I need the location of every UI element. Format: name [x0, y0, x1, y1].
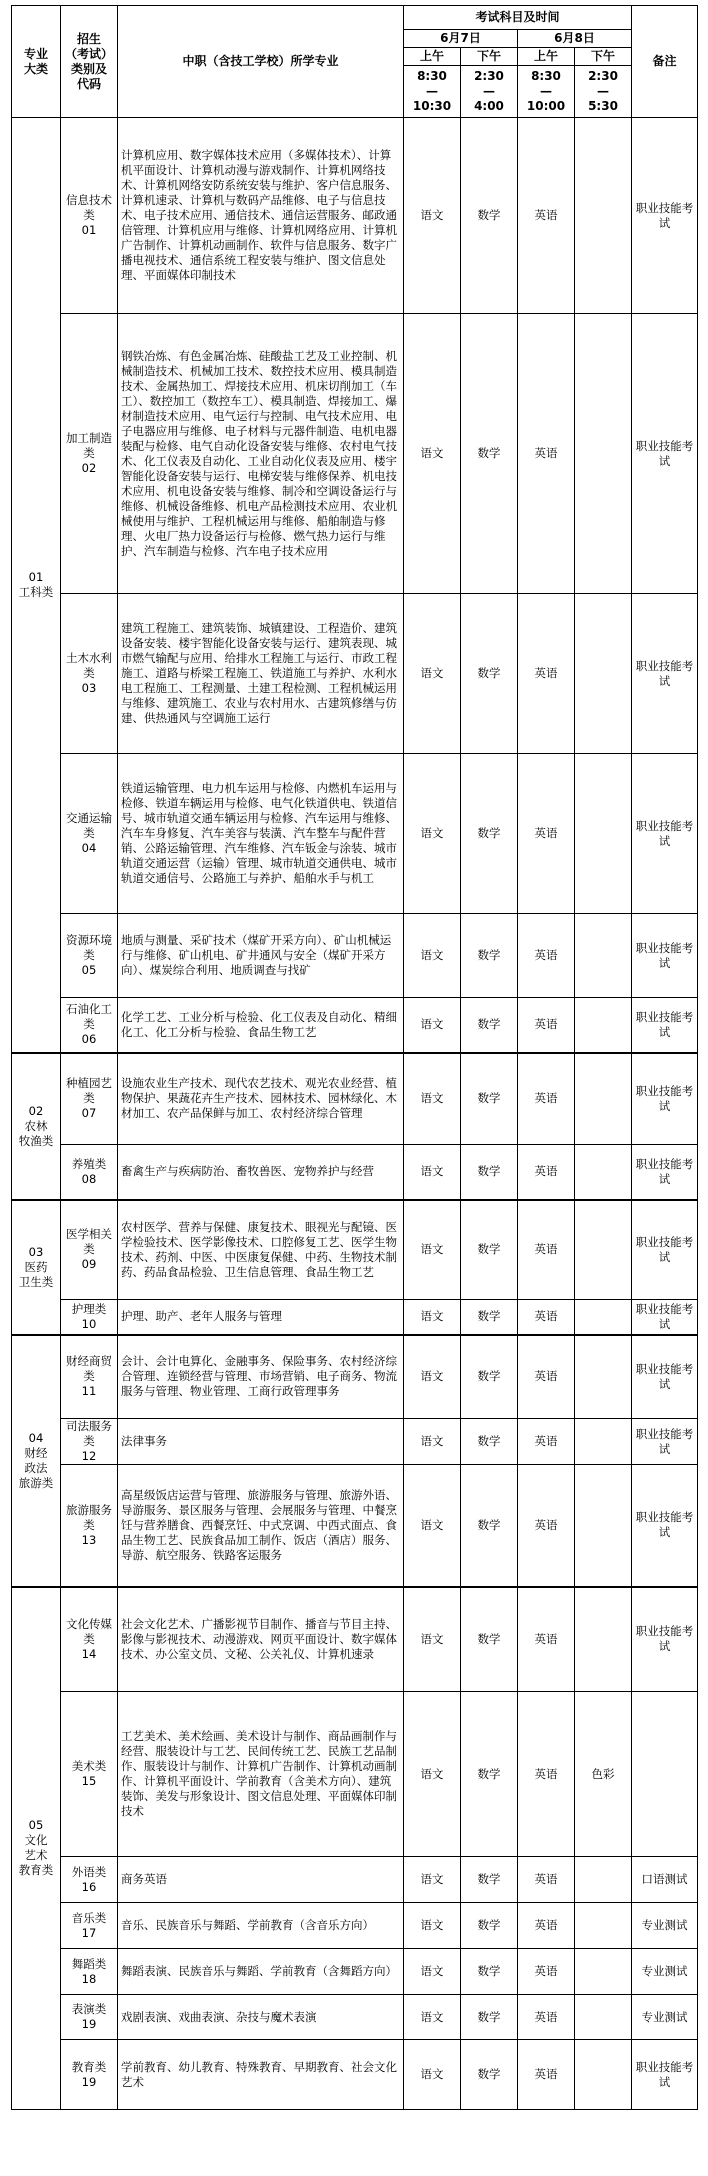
majors-cell: 高星级饭店运营与管理、旅游服务与管理、旅游外语、导游服务、景区服务与管理、会展服务与管理、中餐烹饪与营养膳食、西餐烹饪、中式烹调、中西式面点、食品生物工艺、民族食品加工制作、饭店（酒店）服务、导游、航空服务、铁路客运服务 — [118, 1465, 404, 1587]
subject-math-cell: 数学 — [461, 998, 518, 1053]
category-cell: 表演类 19 — [61, 1995, 118, 2040]
table-row — [12, 1335, 698, 1419]
subject-chinese-cell: 语文 — [404, 118, 461, 314]
subject-english-cell: 英语 — [518, 1335, 575, 1419]
subject-english-cell: 英语 — [518, 1995, 575, 2040]
remark-cell: 职业技能考试 — [632, 1300, 698, 1335]
major-group-cell: 01 工科类 — [12, 118, 61, 1053]
category-cell: 资源环境类 05 — [61, 914, 118, 998]
subject-math-cell: 数学 — [461, 314, 518, 594]
subject-chinese-cell: 语文 — [404, 594, 461, 754]
majors-cell: 设施农业生产技术、现代农艺技术、观光农业经营、植物保护、果蔬花卉生产技术、园林技术、园林绿化、木材加工、农产品保鲜与加工、农村经济综合管理 — [118, 1053, 404, 1145]
subject-english-cell: 英语 — [518, 998, 575, 1053]
subject-math-cell: 数学 — [461, 2040, 518, 2110]
table-row — [12, 754, 698, 914]
category-cell: 舞蹈类 18 — [61, 1949, 118, 1995]
subject-extra-cell — [575, 754, 632, 914]
subject-math-cell: 数学 — [461, 1692, 518, 1857]
category-cell: 财经商贸类 11 — [61, 1335, 118, 1419]
header-category: 招生 （考试） 类别及 代码 — [61, 6, 118, 118]
table-row — [12, 1465, 698, 1587]
subject-chinese-cell: 语文 — [404, 1857, 461, 1903]
subject-math-cell: 数学 — [461, 914, 518, 998]
table-row — [12, 998, 698, 1053]
subject-extra-cell — [575, 998, 632, 1053]
header-time-3: 8:30 — 10:00 — [518, 66, 575, 118]
subject-math-cell: 数学 — [461, 754, 518, 914]
table-row — [12, 1995, 698, 2040]
header-pm-1: 下午 — [461, 48, 518, 66]
major-group-cell: 03 医药 卫生类 — [12, 1200, 61, 1335]
header-pm-2: 下午 — [575, 48, 632, 66]
subject-english-cell: 英语 — [518, 314, 575, 594]
subject-extra-cell: 色彩 — [575, 1692, 632, 1857]
table-row — [12, 1200, 698, 1300]
category-cell: 音乐类 17 — [61, 1903, 118, 1949]
category-cell: 司法服务类 12 — [61, 1419, 118, 1465]
remark-cell: 职业技能考试 — [632, 914, 698, 998]
subject-math-cell: 数学 — [461, 1949, 518, 1995]
remark-cell: 专业测试 — [632, 1949, 698, 1995]
subject-chinese-cell: 语文 — [404, 1903, 461, 1949]
category-cell: 信息技术类 01 — [61, 118, 118, 314]
subject-chinese-cell: 语文 — [404, 1335, 461, 1419]
majors-cell: 戏剧表演、戏曲表演、杂技与魔术表演 — [118, 1995, 404, 2040]
subject-math-cell: 数学 — [461, 1053, 518, 1145]
table-row — [12, 314, 698, 594]
subject-english-cell: 英语 — [518, 1587, 575, 1692]
header-day2: 6月8日 — [518, 30, 632, 48]
subject-english-cell: 英语 — [518, 2040, 575, 2110]
subject-english-cell: 英语 — [518, 1053, 575, 1145]
table-row — [12, 118, 698, 314]
header-time-4: 2:30 — 5:30 — [575, 66, 632, 118]
category-cell: 文化传媒类 14 — [61, 1587, 118, 1692]
subject-math-cell: 数学 — [461, 1335, 518, 1419]
category-cell: 加工制造类 02 — [61, 314, 118, 594]
majors-cell: 化学工艺、工业分析与检验、化工仪表及自动化、精细化工、化工分析与检验、食品生物工艺 — [118, 998, 404, 1053]
subject-extra-cell — [575, 2040, 632, 2110]
table-row — [12, 2040, 698, 2110]
remark-cell: 职业技能考试 — [632, 754, 698, 914]
subject-math-cell: 数学 — [461, 1200, 518, 1300]
subject-extra-cell — [575, 1587, 632, 1692]
table-row — [12, 1857, 698, 1903]
category-cell: 护理类 10 — [61, 1300, 118, 1335]
category-cell: 旅游服务类 13 — [61, 1465, 118, 1587]
subject-chinese-cell: 语文 — [404, 1300, 461, 1335]
table-row — [12, 1300, 698, 1335]
table-body — [12, 118, 698, 2110]
subject-math-cell: 数学 — [461, 1145, 518, 1200]
majors-cell: 社会文化艺术、广播影视节目制作、播音与节目主持、影像与影视技术、动漫游戏、网页平面设计、数字媒体技术、办公室文员、文秘、公关礼仪、计算机速录 — [118, 1587, 404, 1692]
major-group-cell: 04 财经 政法 旅游类 — [12, 1335, 61, 1587]
remark-cell: 职业技能考试 — [632, 1465, 698, 1587]
subject-math-cell: 数学 — [461, 118, 518, 314]
remark-cell: 口语测试 — [632, 1857, 698, 1903]
category-cell: 种植园艺类 07 — [61, 1053, 118, 1145]
subject-math-cell: 数学 — [461, 1587, 518, 1692]
table-row — [12, 594, 698, 754]
subject-chinese-cell: 语文 — [404, 314, 461, 594]
header-time-2: 2:30 — 4:00 — [461, 66, 518, 118]
majors-cell: 舞蹈表演、民族音乐与舞蹈、学前教育（含舞蹈方向） — [118, 1949, 404, 1995]
majors-cell: 地质与测量、采矿技术（煤矿开采方向）、矿山机械运行与维修、矿山机电、矿井通风与安全（煤矿开采方向）、煤炭综合利用、地质调查与找矿 — [118, 914, 404, 998]
table-row — [12, 1903, 698, 1949]
subject-extra-cell — [575, 1335, 632, 1419]
subject-extra-cell — [575, 1465, 632, 1587]
category-cell: 美术类 15 — [61, 1692, 118, 1857]
subject-english-cell: 英语 — [518, 1692, 575, 1857]
subject-extra-cell — [575, 1053, 632, 1145]
majors-cell: 农村医学、营养与保健、康复技术、眼视光与配镜、医学检验技术、医学影像技术、口腔修复工艺、医学生物技术、药剂、中医、中医康复保健、中药、生物技术制药、药品食品检验、卫生信息管理、食品生物工艺 — [118, 1200, 404, 1300]
subject-extra-cell — [575, 1200, 632, 1300]
header-major-group: 专业 大类 — [12, 6, 61, 118]
table-row — [12, 1419, 698, 1465]
remark-cell: 职业技能考试 — [632, 314, 698, 594]
subject-extra-cell — [575, 1300, 632, 1335]
subject-english-cell: 英语 — [518, 1857, 575, 1903]
category-cell: 教育类 19 — [61, 2040, 118, 2110]
subject-chinese-cell: 语文 — [404, 1145, 461, 1200]
header-am-1: 上午 — [404, 48, 461, 66]
subject-chinese-cell: 语文 — [404, 998, 461, 1053]
subject-chinese-cell: 语文 — [404, 1419, 461, 1465]
majors-cell: 法律事务 — [118, 1419, 404, 1465]
subject-english-cell: 英语 — [518, 1949, 575, 1995]
subject-math-cell: 数学 — [461, 1419, 518, 1465]
majors-cell: 建筑工程施工、建筑装饰、城镇建设、工程造价、建筑设备安装、楼宇智能化设备安装与运行、建筑表现、城市燃气输配与应用、给排水工程施工与运行、市政工程施工、道路与桥梁工程施工、铁道施工与养护、水利水电工程施工、工程测量、土建工程检测、工程机械运用与维修、建筑施工、农业与农村用水、古建筑修缮与仿建、供热通风与空调施工运行 — [118, 594, 404, 754]
subject-extra-cell — [575, 1949, 632, 1995]
majors-cell: 学前教育、幼儿教育、特殊教育、早期教育、社会文化艺术 — [118, 2040, 404, 2110]
majors-cell: 护理、助产、老年人服务与管理 — [118, 1300, 404, 1335]
category-cell: 医学相关类 09 — [61, 1200, 118, 1300]
category-cell: 石油化工类 06 — [61, 998, 118, 1053]
category-cell: 交通运输类 04 — [61, 754, 118, 914]
subject-english-cell: 英语 — [518, 1465, 575, 1587]
header-day1: 6月7日 — [404, 30, 518, 48]
remark-cell: 职业技能考试 — [632, 1335, 698, 1419]
header-majors: 中职（含技工学校）所学专业 — [118, 6, 404, 118]
subject-english-cell: 英语 — [518, 754, 575, 914]
table-row — [12, 1949, 698, 1995]
header-exam-title: 考试科目及时间 — [404, 6, 632, 30]
subject-extra-cell — [575, 1995, 632, 2040]
table-row — [12, 1145, 698, 1200]
subject-english-cell: 英语 — [518, 1200, 575, 1300]
table-row — [12, 1587, 698, 1692]
subject-chinese-cell: 语文 — [404, 1200, 461, 1300]
remark-cell: 职业技能考试 — [632, 1053, 698, 1145]
subject-chinese-cell: 语文 — [404, 1949, 461, 1995]
header-time-1: 8:30 — 10:30 — [404, 66, 461, 118]
subject-extra-cell — [575, 594, 632, 754]
exam-schedule-table — [11, 5, 698, 2110]
subject-english-cell: 英语 — [518, 1903, 575, 1949]
subject-english-cell: 英语 — [518, 914, 575, 998]
remark-cell: 专业测试 — [632, 1995, 698, 2040]
subject-chinese-cell: 语文 — [404, 1995, 461, 2040]
subject-chinese-cell: 语文 — [404, 754, 461, 914]
subject-english-cell: 英语 — [518, 1145, 575, 1200]
remark-cell: 职业技能考试 — [632, 1419, 698, 1465]
subject-math-cell: 数学 — [461, 1300, 518, 1335]
subject-math-cell: 数学 — [461, 1465, 518, 1587]
subject-extra-cell — [575, 1857, 632, 1903]
subject-math-cell: 数学 — [461, 1903, 518, 1949]
subject-english-cell: 英语 — [518, 118, 575, 314]
subject-english-cell: 英语 — [518, 594, 575, 754]
table-row — [12, 914, 698, 998]
remark-cell: 职业技能考试 — [632, 2040, 698, 2110]
majors-cell: 工艺美术、美术绘画、美术设计与制作、商品画制作与经营、服装设计与工艺、民间传统工艺、民族工艺品制作、服装设计与制作、计算机广告制作、计算机动画制作、计算机平面设计、学前教育（含美术方向）、建筑装饰、美发与形象设计、图文信息处理、平面媒体印制技术 — [118, 1692, 404, 1857]
table-row — [12, 1053, 698, 1145]
subject-chinese-cell: 语文 — [404, 2040, 461, 2110]
remark-cell: 专业测试 — [632, 1903, 698, 1949]
majors-cell: 会计、会计电算化、金融事务、保险事务、农村经济综合管理、连锁经营与管理、市场营销、电子商务、物流服务与管理、物业管理、工商行政管理事务 — [118, 1335, 404, 1419]
subject-english-cell: 英语 — [518, 1419, 575, 1465]
subject-math-cell: 数学 — [461, 594, 518, 754]
majors-cell: 计算机应用、数字媒体技术应用（多媒体技术）、计算机平面设计、计算机动漫与游戏制作、计算机网络技术、计算机网络安防系统安装与维护、客户信息服务、计算机速录、计算机与数码产品维修、电子与信息技术、电子技术应用、通信技术、通信运营服务、邮政通信管理、计算机应用与维修、计算机网络应用、计算机广告制作、计算机动画制作、软件与信息服务、数字广播电视技术、通信系统工程安装与维护、图文信息处理、平面媒体印制技术 — [118, 118, 404, 314]
remark-cell: 职业技能考试 — [632, 1145, 698, 1200]
subject-english-cell: 英语 — [518, 1300, 575, 1335]
subject-chinese-cell: 语文 — [404, 1692, 461, 1857]
header-am-2: 上午 — [518, 48, 575, 66]
remark-cell: 职业技能考试 — [632, 118, 698, 314]
majors-cell: 铁道运输管理、电力机车运用与检修、内燃机车运用与检修、铁道车辆运用与检修、电气化铁道供电、铁道信号、城市轨道交通车辆运用与检修、汽车运用与维修、汽车车身修复、汽车美容与装潢、汽车整车与配件营销、公路运输管理、汽车维修、汽车钣金与涂装、城市轨道交通运营（运输）管理、城市轨道交通供电、城市轨道交通信号、公路施工与养护、船舶水手与机工 — [118, 754, 404, 914]
subject-extra-cell — [575, 314, 632, 594]
majors-cell: 音乐、民族音乐与舞蹈、学前教育（含音乐方向） — [118, 1903, 404, 1949]
subject-chinese-cell: 语文 — [404, 1465, 461, 1587]
remark-cell: 职业技能考试 — [632, 998, 698, 1053]
category-cell: 养殖类 08 — [61, 1145, 118, 1200]
subject-extra-cell — [575, 1419, 632, 1465]
subject-math-cell: 数学 — [461, 1995, 518, 2040]
majors-cell: 畜禽生产与疾病防治、畜牧兽医、宠物养护与经营 — [118, 1145, 404, 1200]
remark-cell: 职业技能考试 — [632, 1587, 698, 1692]
remark-cell — [632, 1692, 698, 1857]
remark-cell: 职业技能考试 — [632, 594, 698, 754]
subject-extra-cell — [575, 1903, 632, 1949]
table-row — [12, 1692, 698, 1857]
subject-math-cell: 数学 — [461, 1857, 518, 1903]
category-cell: 外语类 16 — [61, 1857, 118, 1903]
major-group-cell: 05 文化 艺术 教育类 — [12, 1587, 61, 2110]
remark-cell: 职业技能考试 — [632, 1200, 698, 1300]
header-remark: 备注 — [632, 6, 698, 118]
subject-extra-cell — [575, 1145, 632, 1200]
subject-chinese-cell: 语文 — [404, 914, 461, 998]
subject-chinese-cell: 语文 — [404, 1587, 461, 1692]
major-group-cell: 02 农林 牧渔类 — [12, 1053, 61, 1200]
subject-extra-cell — [575, 118, 632, 314]
majors-cell: 商务英语 — [118, 1857, 404, 1903]
category-cell: 土木水利类 03 — [61, 594, 118, 754]
majors-cell: 钢铁冶炼、有色金属冶炼、硅酸盐工艺及工业控制、机械制造技术、机械加工技术、数控技术应用、模具制造技术、金属热加工、焊接技术应用、机床切削加工（车工）、数控加工（数控车工）、模具制造、焊接加工、爆材制造技术应用、电气运行与控制、电气技术应用、电子电器应用与维修、电子材料与元器件制造、电机电器装配与检修、电气自动化设备安装与维修、农村电气技术、化工仪表及自动化、工业自动化仪表及应用、楼宇智能化设备安装与运行、电梯安装与维修保养、机电技术应用、机电设备安装与维修、制冷和空调设备运行与维修、机械设备维修、机电产品检测技术应用、农业机械使用与维护、工程机械运用与维修、船舶制造与修理、火电厂热力设备运行与检修、燃气热力运行与维护、汽车制造与检修、汽车电子技术应用 — [118, 314, 404, 594]
subject-extra-cell — [575, 914, 632, 998]
subject-chinese-cell: 语文 — [404, 1053, 461, 1145]
